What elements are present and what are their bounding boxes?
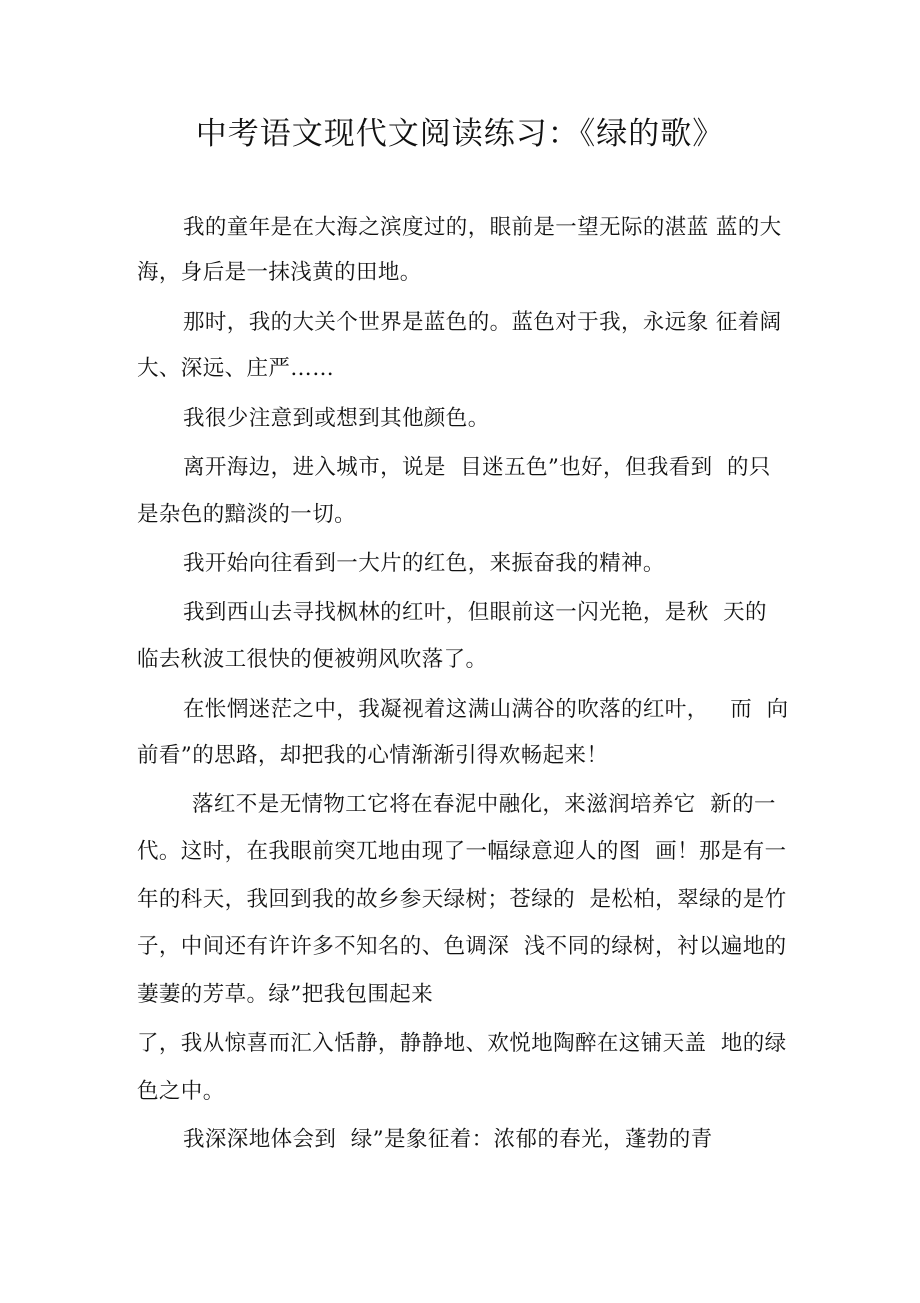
text-line: 是杂色的黯淡的一切。	[137, 502, 357, 527]
text-line: 那时，我的大关个世界是蓝色的。蓝色对于我，永远象 征着阔	[183, 310, 782, 335]
text-line: 我很少注意到或想到其他颜色。	[183, 406, 490, 431]
page-title: 中考语文现代文阅读练习：《绿的歌》	[195, 116, 725, 152]
text-line: 我的童年是在大海之滨度过的，眼前是一望无际的湛蓝 蓝的大	[183, 215, 782, 240]
text-line: 离开海边，进入城市，说是 目迷五色”也好，但我看到 的只	[183, 455, 771, 480]
text-line: 我开始向往看到一大片的红色，来振奋我的精神。	[183, 551, 665, 576]
text-line: 年的科天，我回到我的故乡参天绿树；苍绿的 是松柏，翠绿的是竹	[137, 887, 787, 912]
text-line: 子，中间还有许许多不知名的、色调深 浅不同的绿树，衬以遍地的	[137, 934, 787, 959]
text-line: 海，身后是一抹浅黄的田地。	[137, 260, 422, 285]
text-line: 大、深远、庄严……	[137, 356, 335, 381]
text-line: 临去秋波工很快的便被朔风吹落了。	[137, 647, 488, 672]
text-line: 我到西山去寻找枫林的红叶，但眼前这一闪光艳，是秋 天的	[183, 600, 767, 625]
text-line: 萋萋的芳草。绿”把我包围起来	[137, 982, 434, 1007]
text-line: 前看”的思路，却把我的心情渐渐引得欢畅起来！	[137, 743, 609, 768]
text-line: 我深深地体会到 绿”是象征着：浓郁的春光，蓬勃的青	[183, 1127, 713, 1152]
text-line: 色之中。	[137, 1079, 225, 1104]
text-line: 落红不是无情物工它将在春泥中融化，来滋润培养它 新的一	[192, 792, 776, 817]
text-line: 在怅惘迷茫之中，我凝视着这满山满谷的吹落的红叶， 而 向	[183, 697, 789, 722]
text-line: 代。这时，在我眼前突兀地由现了一幅绿意迎人的图 画！那是有一	[137, 839, 787, 864]
text-line: 了，我从惊喜而汇入恬静，静静地、欢悦地陶醉在这铺天盖 地的绿	[137, 1031, 787, 1056]
